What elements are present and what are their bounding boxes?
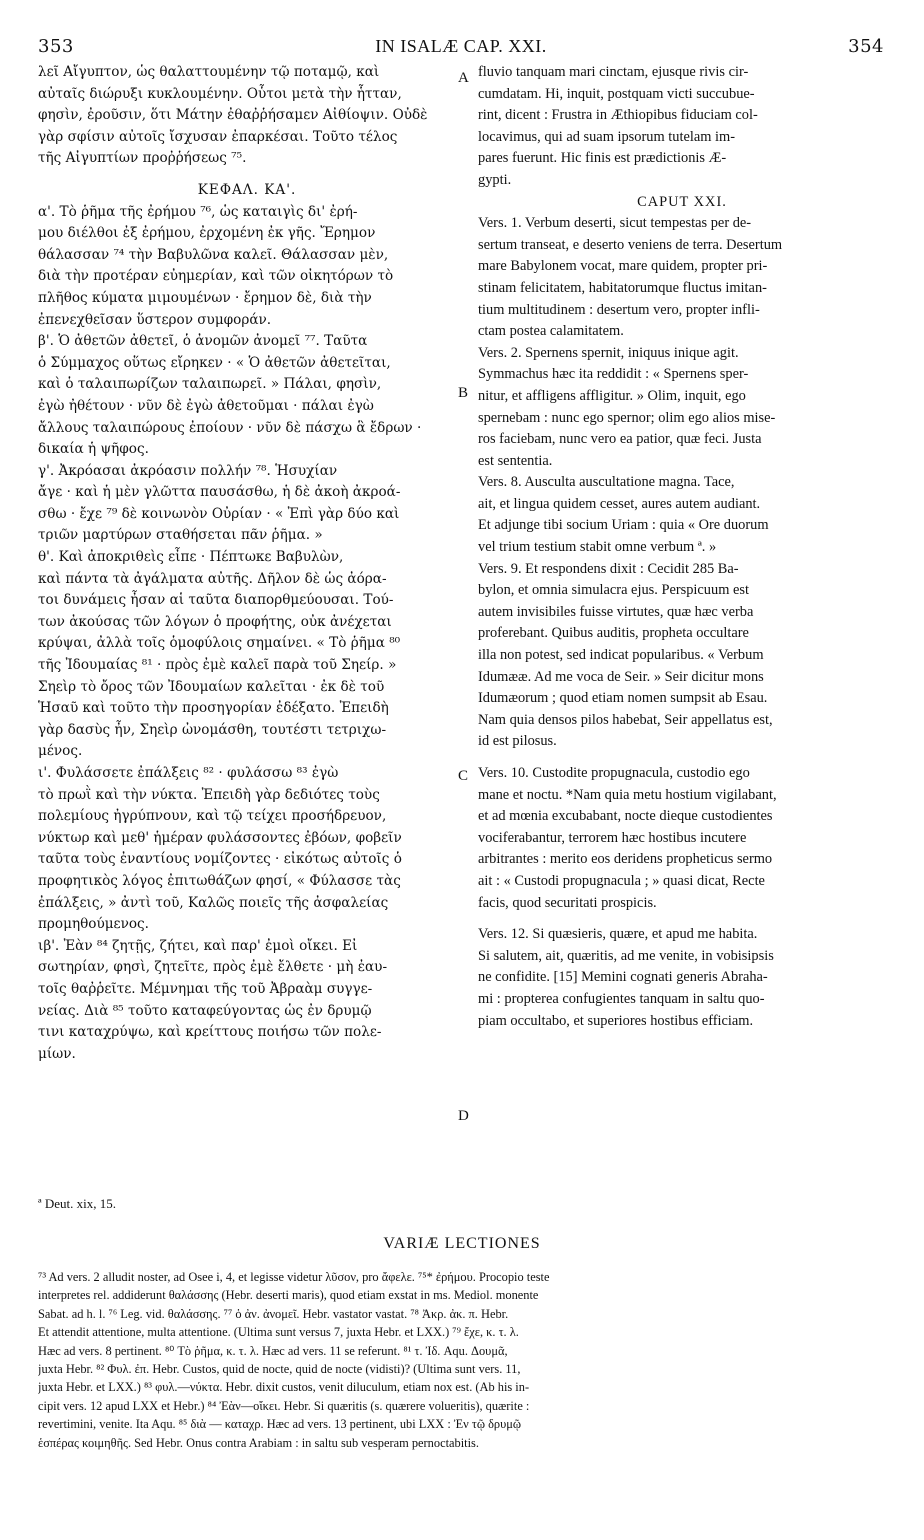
- text-line: φησὶν, ἐροῦσιν, ὅτι Μάτην ἐθαῤῥήσαμεν Αἰθίοψιν. Οὐδὲ: [38, 107, 428, 124]
- variae-lectiones-body: [38, 1268, 888, 1452]
- text-line: Vers. 2. Spernens spernit, iniquus inique agit.: [478, 344, 739, 361]
- text-line: θάλασσαν ⁷⁴ τὴν Βαβυλῶνα καλεῖ. Θάλασσαν μὲν,: [38, 246, 389, 263]
- text-line: τὸ πρωῒ καὶ τὴν νύκτα. Ἐπειδὴ γὰρ δεδιότες τοὺς: [38, 786, 380, 803]
- margin-letter-b: B: [458, 385, 469, 401]
- text-line: ait : « Custodi propugnacula ; » quasi dicat, Recte: [478, 872, 765, 889]
- text-line: Vers. 8. Ausculta auscultatione magna. Tace,: [478, 474, 735, 491]
- text-line: Vers. 1. Verbum deserti, sicut tempestas per de-: [478, 215, 752, 232]
- running-header: [38, 36, 884, 60]
- text-line: juxta Hebr. ⁸² Φυλ. ἐπ. Hebr. Custos, quid de nocte, quid de nocte (vidisti)? (Ultima sunt vers. 11,: [38, 1361, 521, 1376]
- text-line: ros faciebam, nunc vero ea patior, quæ feci. Justa: [478, 431, 762, 448]
- text-line: κρύψαι, ἀλλὰ τοῖς ὁμοφύλοις σημαίνει. « Τὸ ῥῆμα ⁸⁰: [38, 635, 401, 652]
- text-line: gypti.: [478, 171, 512, 188]
- text-line: τῆς Αἰγυπτίων προῤῥήσεως ⁷⁵.: [38, 150, 247, 167]
- text-line: et ad mœnia excubabant, nocte dieque custodientes: [478, 808, 773, 825]
- text-line: juxta Hebr. et LXX.) ⁸³ φυλ.—νύκτα. Hebr. dixit custos, venit diluculum, etiam nox est. (Ab his in-: [38, 1380, 530, 1395]
- text-line: ἑσπέρας κοιμηθῆς. Sed Hebr. Onus contra Arabiam : in saltu sub vesperam pernoctabitis.: [38, 1435, 479, 1450]
- text-line: revertimini, venite. Ita Aqu. ⁸⁵ διὰ — καταχρ. Hæc ad vers. 13 pertinent, ubi LXX : Ἐν τῷ δρυμῷ: [38, 1417, 522, 1432]
- text-line: [478, 914, 886, 924]
- text-line: Vers. 9. Et respondens dixit : Cecidit 285 Ba-: [478, 560, 739, 577]
- text-line: rint, dicent : Frustra in Æthiopibus fiduciam col-: [478, 107, 758, 124]
- margin-letter-a: A: [458, 70, 469, 86]
- text-line: Symmachus hæc ita reddidit : « Spernens sper-: [478, 366, 749, 383]
- text-line: Et attendit attentione, multa attentione. (Ultima sunt versus 7, juxta Hebr. et LXX.) ⁷⁹ ἔχε, κ. τ. λ.: [38, 1325, 519, 1340]
- text-line: τοι δυνάμεις ἦσαν αἱ ταῦτα διαπορθμεύουσαι. Τού-: [38, 592, 394, 609]
- text-line: spernebam : nunc ego spernor; olim ego alios mise-: [478, 409, 776, 426]
- text-line: ταῦτα τοὺς ἐναντίους νομίζοντες · εἰκότως αὐτοῖς ὁ: [38, 851, 402, 868]
- text-line: ctam postea calamitatem.: [478, 323, 624, 340]
- footnote: ª Deut. xix, 15.: [38, 1196, 116, 1211]
- text-line: arbitrantes : merito eos deridens propheticus sermo: [478, 851, 773, 868]
- text-line: πλῆθος κύματα μιμουμένων · ἔρημον δὲ, διὰ τὴν: [38, 289, 372, 306]
- text-line: ἄγε · καὶ ἡ μὲν γλῶττα παυσάσθω, ἡ δὲ ἀκοὴ ἀκροά-: [38, 484, 401, 501]
- text-line: Ἡσαῦ καὶ τοῦτο τὴν προσηγορίαν ἐδέξατο. Ἐπειδὴ: [38, 700, 389, 717]
- text-line: interpretes rel. addiderunt θαλάσσης (Hebr. deserti maris), quod etiam exstat in ms. Mediol. monente: [38, 1288, 539, 1303]
- variae-lectiones-heading: VARIÆ LECTIONES: [383, 1235, 541, 1252]
- text-line: Si salutem, ait, quæritis, ad me venite, in vobisipsis: [478, 947, 774, 964]
- text-line: Σηεὶρ τὸ ὄρος τῶν Ἰδουμαίων καλεῖται · ἐκ δὲ τοῦ: [38, 678, 385, 695]
- text-line: νύκτωρ καὶ μεθ' ἡμέραν φυλάσσοντες ἐβόων, φοβεῖν: [38, 829, 402, 846]
- text-line: vociferabantur, terrorem hæc hostibus incutere: [478, 829, 747, 846]
- text-line: sertum transeat, e deserto veniens de terra. Desertum: [478, 236, 783, 253]
- text-line: tium multitudinem : desertum vero, propter infli-: [478, 301, 760, 318]
- text-line: γὰρ σφίσιν αὐτοῖς ἴσχυσαν ἐπαρκέσαι. Τοῦτο τέλος: [38, 128, 398, 145]
- text-line: id est pilosus.: [478, 733, 557, 750]
- text-line: ait, et lingua quidem cesset, aures autem audiant.: [478, 495, 761, 512]
- text-line: Vers. 12. Si quæsieris, quære, et apud me habita.: [478, 926, 758, 943]
- text-line: ἐπάλξεις, » ἀντὶ τοῦ, Καλῶς ποιεῖς τῆς ἀσφαλείας: [38, 894, 389, 911]
- text-line: vel trium testium stabit omne verbum ª. »: [478, 539, 717, 556]
- page-number-right: 354: [848, 36, 884, 57]
- text-line: CAPUT XXI.: [637, 193, 727, 210]
- text-line: [478, 753, 886, 763]
- latin-column: [478, 62, 886, 1032]
- text-line: pares fuerunt. Hic finis est prædictionis Æ-: [478, 150, 727, 167]
- text-line: σωτηρίαν, φησὶ, ζητεῖτε, πρὸς ἐμὲ ἔλθετε · μὴ ἐαυ-: [38, 959, 388, 976]
- text-line: γὰρ δασὺς ἦν, Σηεὶρ ὠνομάσθη, τουτέστι τετριχω-: [38, 721, 387, 738]
- text-line: Sabat. ad h. l. ⁷⁶ Leg. vid. θαλάσσης. ⁷⁷ ὁ ἀν. ἀνομεῖ. Hebr. vastator vastat. ⁷⁸ Ἀκρ. ἀκ. π. Hebr.: [38, 1306, 509, 1321]
- running-title: IN ISALÆ CAP. XXI.: [375, 36, 547, 56]
- text-line: Idumææ. Ad me voca de Seir. » Seir dicitur mons: [478, 668, 764, 685]
- text-line: των ἀκούσας τῶν λόγων ὁ προφήτης, οὐκ ἀνέχεται: [38, 613, 392, 630]
- margin-letter-c: C: [458, 768, 469, 784]
- text-line: καὶ ὁ ταλαιπωρίζων ταλαιπωρεῖ. » Πάλαι, φησὶν,: [38, 376, 382, 393]
- text-line: μου διέλθοι ἐξ ἐρήμου, ἐρχομένη ἐκ γῆς. Ἔρημον: [38, 225, 376, 242]
- text-line: ἐγὼ ἠθέτουν · νῦν δὲ ἐγὼ ἀθετοῦμαι · πάλαι ἐγὼ: [38, 397, 374, 414]
- text-line: facis, quod securitati prospicis.: [478, 894, 657, 911]
- text-line: αὐταῖς διώρυξι κυκλουμένην. Οὗτοι μετὰ τὴν ἧτταν,: [38, 85, 402, 102]
- text-line: λεῖ Αἴγυπτον, ὡς θαλαττουμένην τῷ ποταμῷ, καὶ: [38, 64, 380, 80]
- text-line: Hæc ad vers. 8 pertinent. ⁸⁰ Τὸ ῥῆμα, κ. τ. λ. Hæc ad vers. 11 se referunt. ⁸¹ τ. Ἰδ. Aqu. Δουμᾶ,: [38, 1343, 508, 1358]
- text-line: ne confidite. [15] Memini cognati generis Abraha-: [478, 969, 768, 986]
- text-line: piam occultabo, et superiores hostibus efficiam.: [478, 1012, 754, 1029]
- text-line: autem invisibiles fuisse virtutes, quæ hæc verba: [478, 603, 754, 620]
- text-line: Nam quia densos pilos habebat, Seir appellatus est,: [478, 711, 773, 728]
- text-line: μένος.: [38, 743, 83, 760]
- text-line: ἄλλους ταλαιπώρους ἐποίουν · νῦν δὲ πάσχω ἃ ἔδρων ·: [38, 419, 422, 436]
- text-line: est sententia.: [478, 452, 553, 469]
- text-line: σθω · ἔχε ⁷⁹ δὲ κοινωνὸν Οὐρίαν · « Ἐπὶ γὰρ δύο καὶ: [38, 505, 400, 522]
- text-line: α'. Τὸ ῥῆμα τῆς ἐρήμου ⁷⁶, ὡς καταιγὶς δι' ἐρή-: [38, 203, 358, 220]
- text-line: cipit vers. 12 apud LXX et Hebr.) ⁸⁴ Ἐὰν—οἴκει. Hebr. Si quæritis (s. quærere volueritis), quærite :: [38, 1398, 530, 1413]
- text-line: nitur, et affligens affligitur. » Olim, inquit, ego: [478, 387, 746, 404]
- text-line: τοῖς θαῤῥεῖτε. Μέμνημαι τῆς τοῦ Ἀβραὰμ συγγε-: [38, 980, 373, 997]
- text-line: Et adjunge tibi socium Uriam : quia « Ore duorum: [478, 517, 769, 534]
- text-line: μίων.: [38, 1045, 76, 1062]
- text-line: [38, 170, 456, 180]
- text-line: διὰ τὴν προτέραν εὐημερίαν, καὶ τῶν οἰκητόρων τὸ: [38, 268, 394, 285]
- text-line: ⁷³ Ad vers. 2 alludit noster, ad Osee i, 4, et legisse videtur λῦσον, pro ἄφελε. ⁷⁵* ἐρήμου. Procopio teste: [38, 1270, 550, 1284]
- text-line: ΚΕΦΑΛ. ΚΑ'.: [197, 181, 297, 198]
- text-line: τριῶν μαρτύρων σταθήσεται πᾶν ῥῆμα. »: [38, 527, 323, 544]
- text-line: cumdatam. Hi, inquit, postquam victi succubue-: [478, 85, 755, 102]
- text-line: ὁ Σύμμαχος οὕτως εἴρηκεν · « Ὁ ἀθετῶν ἀθετεῖται,: [38, 354, 391, 371]
- text-line: Idumæorum ; quod etiam nomen sumpsit ab Esau.: [478, 690, 768, 707]
- text-line: τῆς Ἰδουμαίας ⁸¹ · πρὸς ἐμὲ καλεῖ παρὰ τοῦ Σηείρ. »: [38, 657, 397, 674]
- text-line: δικαία ἡ ψῆφος.: [38, 441, 149, 458]
- text-line: fluvio tanquam mari cinctam, ejusque rivis cir-: [478, 64, 749, 80]
- margin-letter-d: D: [458, 1108, 469, 1124]
- text-line: πολεμίους ἠγρύπνουν, καὶ τῷ τείχει προσήδρευον,: [38, 808, 387, 825]
- text-line: νείας. Διὰ ⁸⁵ τοῦτο καταφεύγοντας ὡς ἐν δρυμῷ: [38, 1002, 372, 1019]
- text-line: Vers. 10. Custodite propugnacula, custodio ego: [478, 765, 750, 781]
- text-line: ι'. Φυλάσσετε ἐπάλξεις ⁸² · φυλάσσω ⁸³ ἐγὼ: [38, 765, 339, 781]
- text-line: proferebant. Quibus auditis, propheta occultare: [478, 625, 749, 642]
- page-number-left: 353: [38, 36, 74, 57]
- text-line: mare Babylonem vocat, mare quidem, propter pri-: [478, 258, 768, 275]
- text-line: illa non potest, sed indicat popularibus. « Verbum: [478, 647, 764, 664]
- text-line: θ'. Καὶ ἀποκριθεὶς εἶπε · Πέπτωκε Βαβυλὼν,: [38, 549, 344, 566]
- text-line: προφητικὸς λόγος ἐπιτωθάζων φησί, « Φύλασσε τὰς: [38, 872, 401, 889]
- text-line: καὶ πάντα τὰ ἀγάλματα αὐτῆς. Δῆλον δὲ ὡς ἀόρα-: [38, 570, 387, 587]
- text-line: β'. Ὁ ἀθετῶν ἀθετεῖ, ὁ ἀνομῶν ἀνομεῖ ⁷⁷. Ταῦτα: [38, 333, 368, 350]
- text-line: mane et noctu. *Nam quia metu hostium vigilabant,: [478, 786, 777, 803]
- text-line: προμηθούμενος.: [38, 916, 149, 933]
- text-line: ἐπενεχθεῖσαν ὕστερον συμφοράν.: [38, 311, 272, 328]
- text-line: γ'. Ἀκρόασαι ἀκρόασιν πολλήν ⁷⁸. Ἡσυχίαν: [38, 462, 338, 479]
- text-line: locavimus, qui ad suam ipsorum tutelam im-: [478, 128, 735, 145]
- text-line: ιβ'. Ἐὰν ⁸⁴ ζητῇς, ζήτει, καὶ παρ' ἐμοὶ οἴκει. Εἰ: [38, 937, 358, 954]
- text-line: stinam felicitatem, habitatorumque fluctus imitan-: [478, 279, 767, 296]
- text-line: bylon, et omnia simulacra ejus. Perspicuum est: [478, 582, 749, 599]
- greek-column: [38, 62, 456, 1065]
- text-line: τινι καταχρύψω, καὶ κρείττους ποιήσω τῶν πολε-: [38, 1024, 382, 1041]
- text-line: mi : propterea confugientes tanquam in saltu quo-: [478, 990, 765, 1007]
